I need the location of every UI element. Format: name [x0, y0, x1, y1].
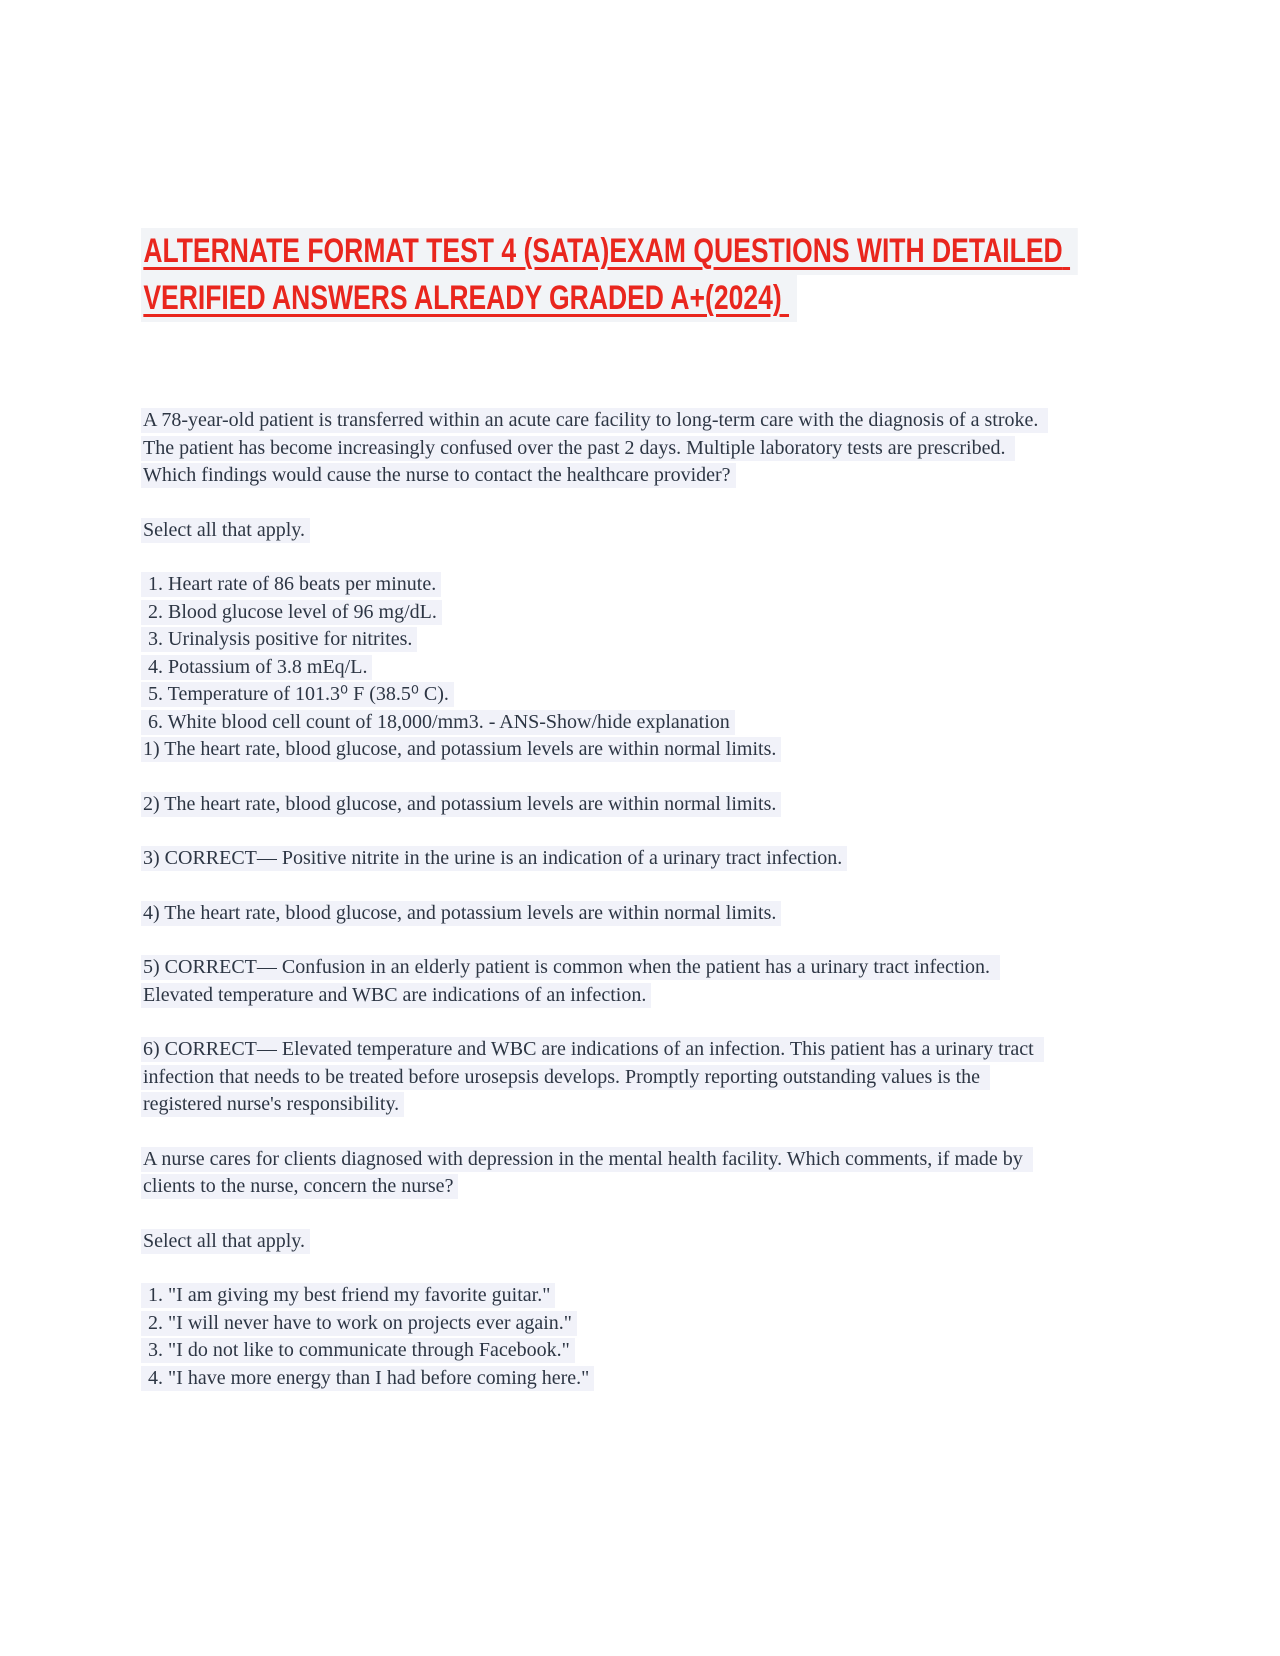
rationale-line: 6) CORRECT— Elevated temperature and WBC are indications of an infection. This patient has a urinary tract infection that needs to be treated before urosepsis develops. Promptly reporting outstanding values is the registered nurse's responsibility.: [141, 1036, 1053, 1119]
question2-stem: A nurse cares for clients diagnosed with depression in the mental health facility. Which comments, if made by clients to the nurse, concern the nurse?: [141, 1146, 1053, 1201]
rationale-line: 2) The heart rate, blood glucose, and potassium levels are within normal limits.: [141, 791, 1053, 819]
option-line: 2. Blood glucose level of 96 mg/dL.: [141, 599, 1053, 627]
question1-options: [141, 571, 1053, 764]
option-line: 5. Temperature of 101.3⁰ F (38.5⁰ C).: [141, 681, 1053, 709]
rationale-line: 5) CORRECT— Confusion in an elderly patient is common when the patient has a urinary tract infection. Elevated temperature and WBC are indications of an infection.: [141, 954, 1053, 1009]
rationale-line: 1) The heart rate, blood glucose, and potassium levels are within normal limits.: [141, 736, 1053, 764]
rationale-line: 3) CORRECT— Positive nitrite in the urine is an indication of a urinary tract infection.: [141, 845, 1053, 873]
option-line: 1. Heart rate of 86 beats per minute.: [141, 571, 1053, 599]
document-body: [141, 407, 1053, 1392]
option-line: 3. "I do not like to communicate through Facebook.": [141, 1337, 1053, 1365]
rationale-line: 4) The heart rate, blood glucose, and potassium levels are within normal limits.: [141, 900, 1053, 928]
option-line: 1. "I am giving my best friend my favorite guitar.": [141, 1282, 1053, 1310]
option-line: 4. Potassium of 3.8 mEq/L.: [141, 654, 1053, 682]
question2-options: [141, 1282, 1053, 1392]
question1-stem: A 78-year-old patient is transferred within an acute care facility to long-term care with the diagnosis of a stroke. The patient has become increasingly confused over the past 2 days. Multiple laboratory tests are prescribed. Which findings would cause the nurse to contact the healthcare provider?: [141, 407, 1053, 490]
option-line: 6. White blood cell count of 18,000/mm3. - ANS-Show/hide explanation: [141, 709, 1053, 737]
option-line: 2. "I will never have to work on projects ever again.": [141, 1310, 1053, 1338]
document-title-text: ALTERNATE FORMAT TEST 4 (SATA)EXAM QUESTIONS WITH DETAILED VERIFIED ANSWERS ALREADY GRADED A+(2024): [141, 228, 1078, 322]
question2-instruction: Select all that apply.: [141, 1228, 1053, 1256]
document-title: [141, 228, 1077, 322]
question1-instruction: Select all that apply.: [141, 517, 1053, 545]
option-line: 4. "I have more energy than I had before coming here.": [141, 1365, 1053, 1393]
option-line: 3. Urinalysis positive for nitrites.: [141, 626, 1053, 654]
